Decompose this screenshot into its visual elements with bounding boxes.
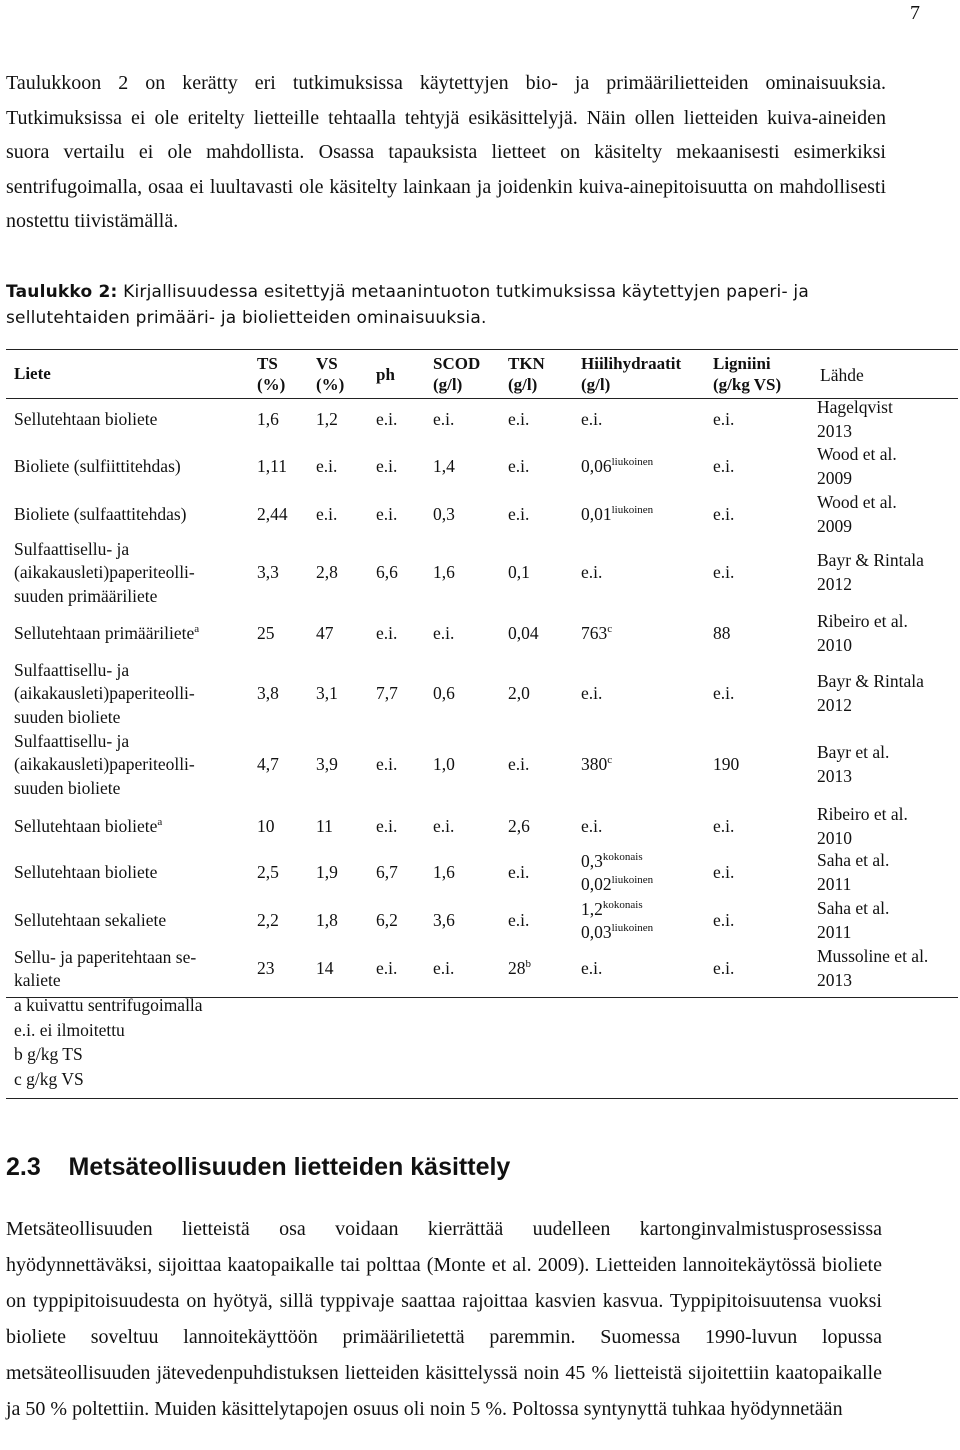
cell-vs: 14 (316, 958, 334, 979)
cell-hiilihydraatit: 763$^c$ (581, 623, 613, 644)
section-heading: 2.3 Metsäteollisuuden lietteiden käsittely (6, 1153, 511, 1181)
cell-scod: 0,3 (433, 504, 455, 525)
cell-ligniini: e.i. (713, 409, 735, 430)
caption-text: Kirjallisuudessa esitettyjä metaanintuoton tutkimuksissa käytettyjen paperi- ja sellutehtaiden primääri- ja biolietteiden ominaisuuksia. (6, 282, 809, 328)
cell-liete: Sellutehtaan bioliete (14, 862, 158, 883)
cell-scod: e.i. (433, 958, 455, 979)
cell-lahde: Saha et al. 2011 (817, 898, 890, 942)
cell-ligniini: e.i. (713, 456, 735, 477)
cell-scod: 1,0 (433, 754, 455, 775)
footnote: e.i. ei ilmoitettu (14, 1019, 125, 1040)
cell-lahde: Saha et al. 2011 (817, 850, 890, 894)
cell-liete: Sulfaattisellu- ja (aikakausleti)paperiteolli- suuden bioliete (14, 659, 195, 727)
footnotes-rule (6, 1098, 958, 1099)
header-rule (6, 398, 958, 399)
cell-hiilihydraatit: e.i. (581, 409, 603, 430)
cell-lahde: Wood et al. 2009 (817, 492, 897, 536)
cell-scod: 1,6 (433, 562, 455, 583)
cell-tkn: 0,1 (508, 562, 530, 583)
header-ph: ph (376, 365, 395, 384)
cell-vs: 3,1 (316, 683, 338, 704)
table-caption (6, 279, 886, 331)
header-lahde: Lähde (820, 365, 864, 385)
cell-ts: 25 (257, 623, 275, 644)
cell-ph: e.i. (376, 504, 398, 525)
cell-ph: e.i. (376, 623, 398, 644)
cell-hiilihydraatit: $0,3^{kokonais}$ (581, 850, 643, 871)
cell-tkn: e.i. (508, 409, 530, 430)
footnote: a kuivattu sentrifugoimalla (14, 995, 203, 1015)
cell-vs: 1,2 (316, 409, 338, 430)
header-liete: Liete (14, 364, 51, 383)
cell-ts: 2,5 (257, 862, 279, 883)
cell-vs: 3,9 (316, 754, 338, 775)
cell-scod: e.i. (433, 409, 455, 430)
cell-ts: 2,44 (257, 504, 288, 525)
cell-hiilihydraatit-2: $0,02^{liukoinen}$ (581, 874, 654, 894)
cell-liete: Bioliete (sulfaattitehdas) (14, 504, 187, 525)
footnote: b g/kg TS (14, 1044, 83, 1064)
cell-hiilihydraatit: e.i. (581, 562, 603, 583)
cell-hiilihydraatit-2: $0,03^{liukoinen}$ (581, 922, 654, 942)
cell-tkn: e.i. (508, 754, 530, 775)
cell-lahde: Bayr & Rintala 2012 (817, 550, 924, 594)
cell-tkn: e.i. (508, 504, 530, 525)
cell-ph: e.i. (376, 409, 398, 430)
cell-vs: e.i. (316, 504, 338, 525)
cell-liete: Sellutehtaan primääriliete$^a$ (14, 623, 200, 644)
cell-ts: 1,6 (257, 409, 279, 430)
cell-scod: 0,6 (433, 683, 455, 704)
cell-hiilihydraatit: e.i. (581, 958, 603, 979)
cell-hiilihydraatit: 380$^c$ (581, 754, 613, 775)
cell-liete: Sellu- ja paperitehtaan se- kaliete (14, 946, 197, 990)
cell-liete: Sellutehtaan bioliete$^a$ (14, 816, 163, 837)
cell-hiilihydraatit: $1,2^{kokonais}$ (581, 898, 643, 919)
cell-ts: 23 (257, 958, 275, 979)
cell-liete: Sellutehtaan sekaliete (14, 910, 167, 931)
cell-vs: 11 (316, 816, 333, 837)
cell-lahde: Wood et al. 2009 (817, 444, 897, 488)
cell-scod: 1,6 (433, 862, 455, 883)
cell-ph: 6,7 (376, 862, 398, 883)
cell-tkn: 2,0 (508, 683, 530, 704)
cell-lahde: Bayr & Rintala 2012 (817, 671, 924, 715)
cell-ts: 4,7 (257, 754, 279, 775)
cell-ph: 6,6 (376, 562, 398, 583)
header-ligniini: Ligniini (g/kg VS) (713, 354, 782, 394)
cell-ph: e.i. (376, 816, 398, 837)
section-paragraph: Metsäteollisuuden lietteistä osa voidaan kierrättää uudelleen kartonginvalmistusprosessissa hyödynnettäväksi, sijoittaa kaatopaikalle tai polttaa (Monte et al. 2009). Lietteiden lannoitekäytössä bioliete on typpipitoisuudesta on hyötyä, sillä typpivaje saattaa rajoittaa kasvien kasvua. Typpipitoisuutensa vuoksi bioliete soveltuu lannoitekäyttöön primäärilietettä paremmin. Suomessa 1990-luvun lopussa metsäteollisuuden jätevedenpuhdistuksen lietteiden käsittelyssä noin 45 % lietteistä sijoitettiin kaatopaikalle ja 50 % poltettiin. Muiden käsittelytapojen osuus oli noin 5 %. Poltossa syntynyttä tuhkaa hyödynnetään (6, 1218, 882, 1420)
cell-hiilihydraatit: e.i. (581, 683, 603, 704)
header-vs: VS (%) (316, 354, 345, 394)
footnote: c g/kg VS (14, 1068, 84, 1089)
cell-lahde: Ribeiro et al. 2010 (817, 611, 908, 655)
cell-tkn: e.i. (508, 910, 530, 931)
cell-ligniini: e.i. (713, 910, 735, 931)
cell-ts: 10 (257, 816, 275, 837)
cell-hiilihydraatit: e.i. (581, 816, 603, 837)
cell-liete: Sellutehtaan bioliete (14, 409, 158, 430)
cell-liete: Sulfaattisellu- ja (aikakausleti)paperiteolli- suuden bioliete (14, 730, 195, 798)
cell-ligniini: e.i. (713, 504, 735, 525)
cell-ph: e.i. (376, 958, 398, 979)
cell-ph: 6,2 (376, 910, 398, 931)
cell-ts: 3,3 (257, 562, 279, 583)
cell-ts: 3,8 (257, 683, 279, 704)
cell-scod: e.i. (433, 816, 455, 837)
cell-vs: 1,8 (316, 910, 338, 931)
cell-hiilihydraatit: $0,06^{liukoinen}$ (581, 456, 654, 477)
cell-ligniini: e.i. (713, 562, 735, 583)
cell-ligniini: e.i. (713, 683, 735, 704)
cell-vs: 2,8 (316, 562, 338, 583)
cell-ligniini: 190 (713, 754, 740, 775)
cell-tkn: e.i. (508, 862, 530, 883)
cell-ligniini: e.i. (713, 958, 735, 979)
cell-tkn: e.i. (508, 456, 530, 477)
cell-ligniini: e.i. (713, 862, 735, 883)
cell-vs: e.i. (316, 456, 338, 477)
cell-tkn: 2,6 (508, 816, 530, 837)
cell-liete: Sulfaattisellu- ja (aikakausleti)paperiteolli- suuden primääriliete (14, 538, 195, 606)
header-tkn: TKN (g/l) (508, 354, 545, 394)
cell-liete: Bioliete (sulfiittitehdas) (14, 456, 181, 477)
cell-lahde: Ribeiro et al. 2010 (817, 804, 908, 848)
table-top-rule (6, 349, 958, 350)
cell-ligniini: e.i. (713, 816, 735, 837)
cell-scod: e.i. (433, 623, 455, 644)
cell-tkn: 0,04 (508, 623, 539, 644)
cell-ts: 1,11 (257, 456, 287, 477)
cell-scod: 3,6 (433, 910, 455, 931)
cell-lahde: Hagelqvist 2013 (817, 397, 893, 441)
cell-vs: 1,9 (316, 862, 338, 883)
header-ts: TS (%) (257, 354, 286, 394)
cell-ph: 7,7 (376, 683, 398, 704)
header-hiilihydraatit: Hiilihydraatit (g/l) (581, 354, 682, 394)
intro-paragraph: Taulukkoon 2 on kerätty eri tutkimuksissa käytettyjen bio- ja primäärilietteiden ominaisuuksia. Tutkimuksissa ei ole eritelty lietteille tehtaalla tehtyjä esikäsittelyjä. Näin ollen lietteiden kuiva-aineiden suora vertailu ei ole mahdollista. Osassa tapauksista lietteet on käsitelty mekaanisesti esimerkiksi sentrifugoimalla, osaa ei luultavasti ole käsitelty lainkaan ja joidenkin kuiva-ainepitoisuutta on mahdollisesti nostettu tiivistämällä. (6, 72, 886, 232)
cell-lahde: Bayr et al. 2013 (817, 742, 890, 786)
cell-ph: e.i. (376, 456, 398, 477)
cell-ph: e.i. (376, 754, 398, 775)
cell-scod: 1,4 (433, 456, 455, 477)
cell-ligniini: 88 (713, 623, 731, 644)
cell-tkn: 28$^b$ (508, 958, 531, 979)
cell-vs: 47 (316, 623, 334, 644)
header-scod: SCOD (g/l) (433, 354, 481, 394)
cell-lahde: Mussoline et al. 2013 (817, 946, 929, 990)
cell-ts: 2,2 (257, 910, 279, 931)
caption-label: Taulukko 2: (6, 282, 118, 302)
page-number: 7 (910, 2, 920, 24)
cell-hiilihydraatit: $0,01^{liukoinen}$ (581, 504, 654, 525)
